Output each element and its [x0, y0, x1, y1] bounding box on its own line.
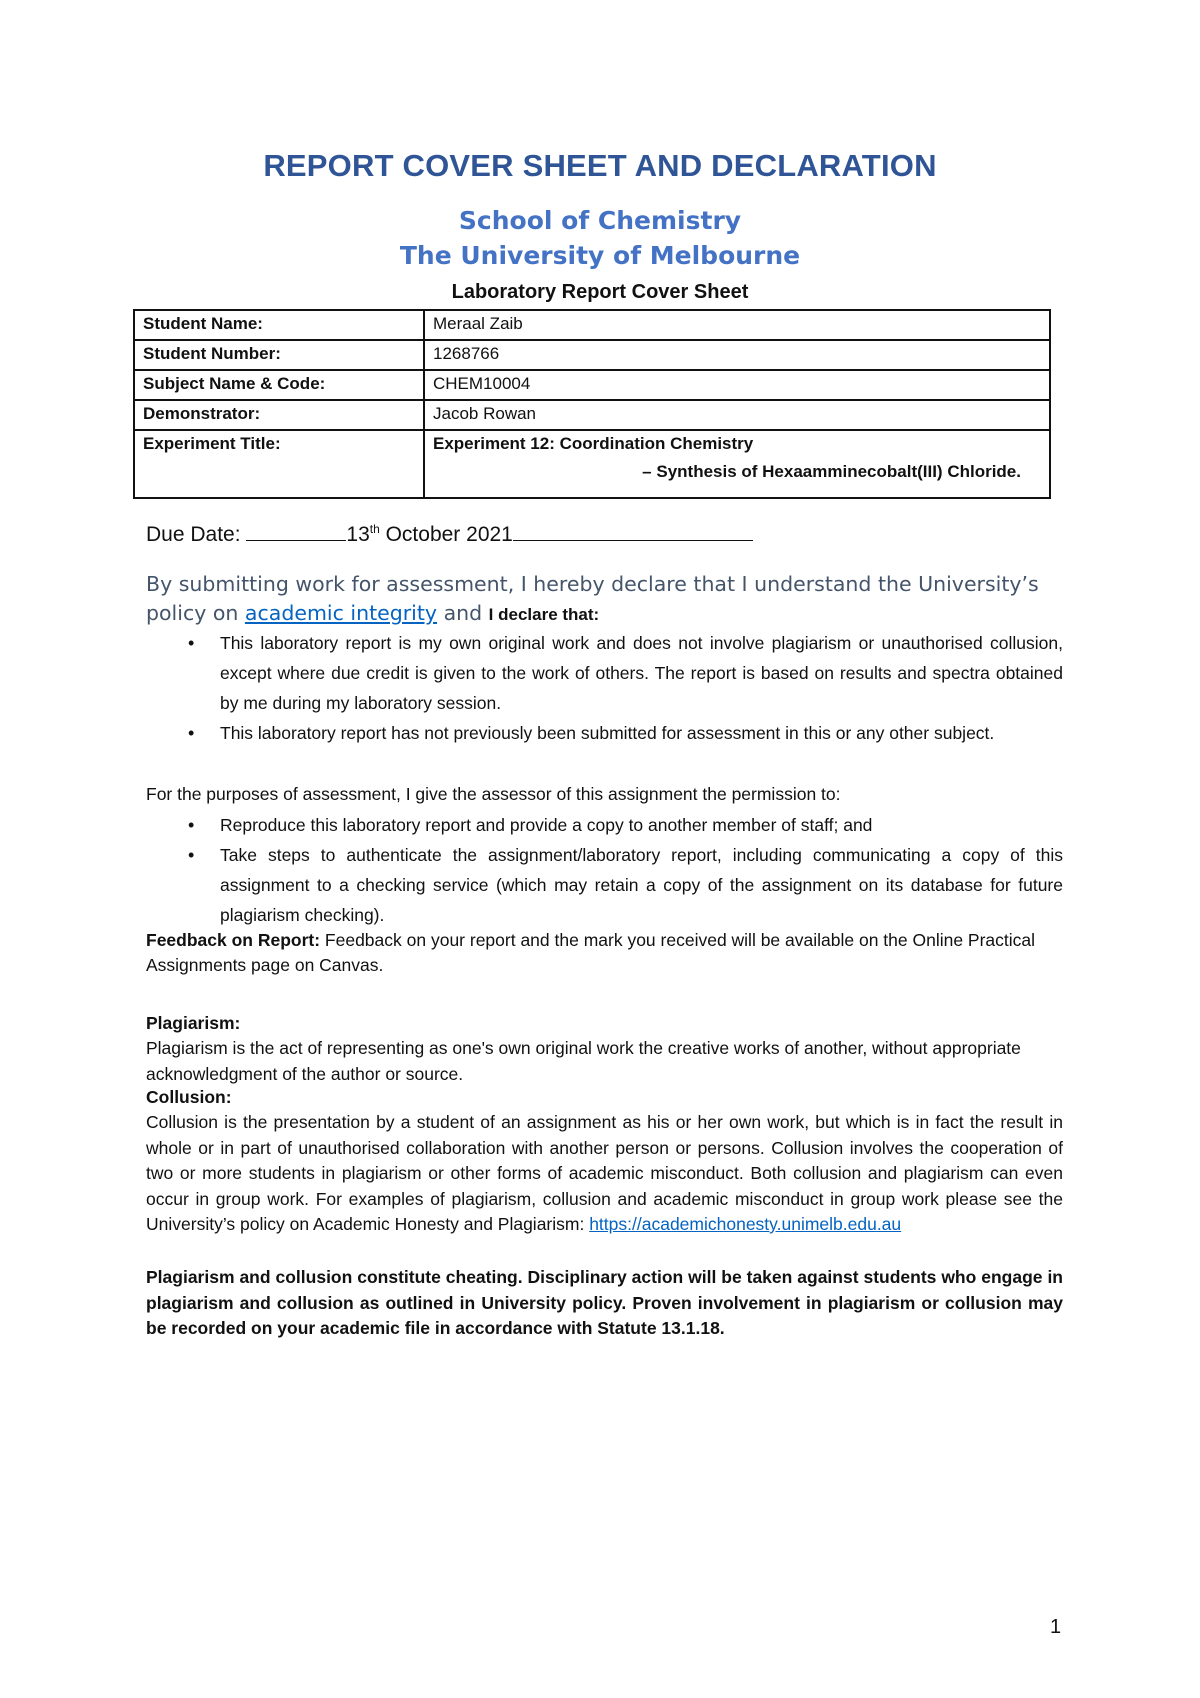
feedback-text: Feedback on your report and the mark you received will be available on the Online Practical Assignments page on Canvas. [146, 930, 1036, 975]
list-item-text: This laboratory report is my own original work and does not involve plagiarism or unauthorised collusion, except where due credit is given to the work of others. The report is based on results and spectra obtained by me during my laboratory session. [220, 633, 1063, 713]
plagiarism-text: Plagiarism is the act of representing as one's own original work the creative works of another, without appropriate acknowledgment of the author or source. [146, 1038, 1021, 1084]
table-row [134, 400, 1050, 430]
due-date-rest: October 2021 [379, 523, 513, 546]
experiment-title-line1: Experiment 12: Coordination Chemistry [433, 434, 754, 453]
demonstrator-value: Jacob Rowan [424, 400, 1050, 430]
list-item-text: Take steps to authenticate the assignment/laboratory report, including communicating a copy of this assignment to a checking service (which may retain a copy of the assignment on its database for future plagiarism checking). [220, 845, 1063, 925]
bullet-icon: • [188, 633, 195, 653]
subject-label: Subject Name & Code: [134, 370, 424, 400]
university-name: The University of Melbourne [399, 241, 801, 270]
feedback-label: Feedback on Report: [146, 930, 321, 950]
feedback-paragraph [146, 928, 1063, 978]
collusion-text: Collusion is the presentation by a student of an assignment as his or her own work, but which is in fact the result in whole or in part of unauthorised collaboration with another person or persons. Collusion involves the cooperation of two or more students in plagiarism or other forms of academic misconduct. Both collusion and plagiarism can even occur in group work. For examples of plagiarism, collusion and academic misconduct in group work please see the University’s policy on Academic Honesty and Plagiarism: [146, 1112, 1063, 1234]
declaration-text: and [437, 601, 489, 625]
declaration-statement [146, 570, 1052, 629]
cover-sheet-heading: Laboratory Report Cover Sheet [451, 281, 749, 303]
due-date-label: Due Date: [146, 523, 247, 546]
due-date [146, 522, 753, 547]
bullet-icon: • [188, 845, 195, 865]
student-number-label: Student Number: [134, 340, 424, 370]
bullet-icon: • [188, 815, 195, 835]
academic-honesty-link[interactable]: https://academichonesty.unimelb.edu.au [589, 1214, 902, 1234]
list-item-text: Reproduce this laboratory report and provide a copy to another member of staff; and [220, 815, 873, 835]
table-row [134, 310, 1050, 340]
bullet-icon: • [188, 723, 195, 743]
academic-integrity-link[interactable]: academic integrity [244, 601, 438, 625]
list-item [146, 628, 1063, 718]
table-row [134, 430, 1050, 498]
page-title: REPORT COVER SHEET AND DECLARATION [263, 148, 937, 183]
table-row [134, 340, 1050, 370]
list-item [146, 810, 1063, 840]
collusion-heading: Collusion: [146, 1087, 232, 1107]
student-info-table [133, 309, 1051, 499]
demonstrator-label: Demonstrator: [134, 400, 424, 430]
permission-list [146, 810, 1063, 930]
student-number-value: 1268766 [424, 340, 1050, 370]
underline-blank [246, 522, 346, 541]
plagiarism-heading: Plagiarism: [146, 1013, 241, 1033]
student-name-value: Meraal Zaib [424, 310, 1050, 340]
subject-value: CHEM10004 [424, 370, 1050, 400]
list-item-text: This laboratory report has not previously been submitted for assessment in this or any other subject. [220, 723, 995, 743]
purpose-statement: For the purposes of assessment, I give the assessor of this assignment the permission to: [146, 784, 841, 804]
collusion-paragraph [146, 1110, 1063, 1238]
page-number: 1 [1050, 1616, 1062, 1638]
list-item [146, 718, 1063, 748]
list-item [146, 840, 1063, 930]
due-date-suffix: th [369, 522, 380, 536]
declaration-text: By submitting work for assessment, I hereby declare that I understand the University’s policy on [146, 572, 1039, 625]
experiment-title-value [424, 430, 1050, 498]
student-name-label: Student Name: [134, 310, 424, 340]
underline-blank [513, 522, 753, 541]
table-row [134, 370, 1050, 400]
experiment-title-line2: – Synthesis of Hexaamminecobalt(III) Chloride. [642, 462, 1021, 481]
school-name: School of Chemistry [458, 206, 742, 235]
declaration-text: I declare that: [488, 605, 600, 624]
experiment-title-label: Experiment Title: [134, 430, 424, 498]
cheating-warning: Plagiarism and collusion constitute cheating. Disciplinary action will be taken against students who engage in plagiarism and collusion as outlined in University policy. Proven involvement in plagiarism or collusion may be recorded on your academic file in accordance with Statute 13.1.18. [146, 1267, 1063, 1338]
due-date-day: 13 [346, 523, 370, 546]
declaration-list [146, 628, 1063, 748]
